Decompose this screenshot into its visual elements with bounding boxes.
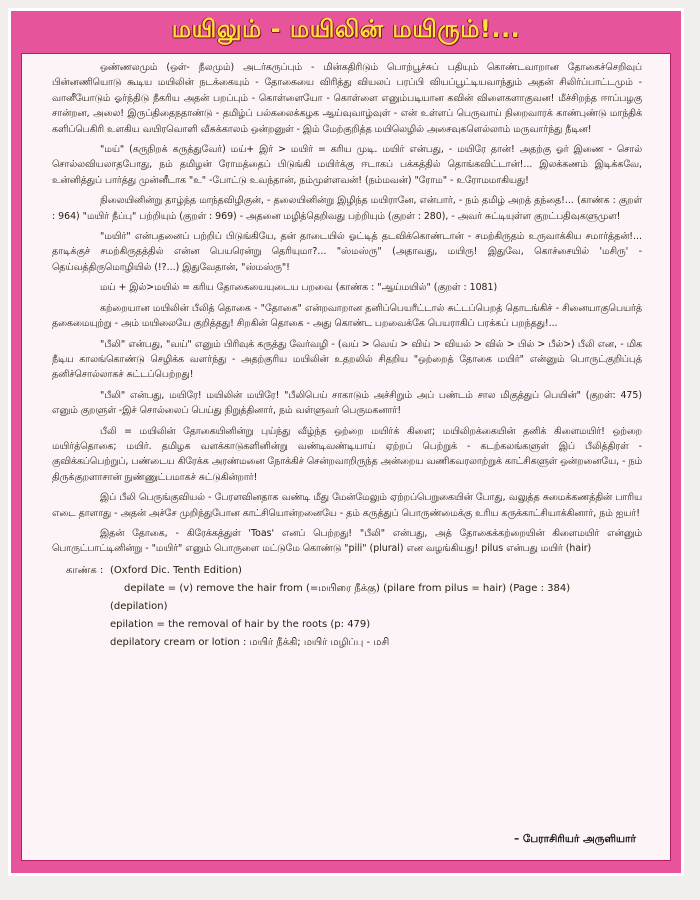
article-body	[52, 60, 642, 860]
reference-line: depilate = (v) remove the hair from (=மயிரை நீக்கு) (pilare from pilus = hair) (Page : 384)	[124, 582, 571, 594]
paragraph-1: ஒண்ணலமும் (ஒள்- நீலமும்) அடர்கருப்பும் - மின்கதிரிடும் பொற்பூச்சுப் பதியும் கொண்டவாறான தோகைச்செறிவுப் பின்னணியொடு கூடிய மயிலின் நடக்கையும் - தோகையை விரித்து வியலப் பரப்பி வியப்பூட்டியவாந்தும் அதன் சிலிர்ப்பாட்டமும் - வானீயோடும் ஓர்ந்திடு நீகரிய அதன் பறப்பும் - கொள்ளையோ - கொள்ளை எனும்படியான கவின் விளைகளாகுவன! மீச்சிறந்த ஈாப்பழகு சான்றன, அலை! இருப்திதைநதாண்டு - தமிழ்ப் பல்கலைக்கழக ஆய்வுவாழ்வுள் - என் உள்ளப் பெருவாய் நிறைவாரக் காண்புண்டு மாந்திக் களிப்பெகிரி உளகிய வயிரவொளி வீசுக்காலம் ஒன்றனுள் - இம் மேற்குறித்த மயிலெழில் அசைவுகளெல்லாம் மருவார்ந்து நீடின!	[52, 62, 642, 135]
paragraph-7: "பீலி" என்பது, "வய்" எனும் பிரிவுக் கருத்து வேர்வழி - (வய் > வெய் > விய் > வியல் > வில் > பில் > பீல்>) பீலி என, - மிக நீடிய காலங்கொண்டு செழிக்க வளர்ந்து - அதற்குரிய மயிலின் உதறலில் சிதறிய "ஒற்றைத் தோகை மயிர்" என்னும் பொருட்குறிப்புத் தனிச்சொல்லாகச் சுட்டப்பெற்றது!	[52, 338, 642, 381]
paragraph-10: இப் பீலி பெருங்குவியல் - பேரளவினதாக வண்டி மீது மேன்மேலும் ஏற்றப்பெறுகையின் போது, வலுத்த சுமைக்கணத்தின் பாரிய எடை தாளாது - அதன் அச்சே முறிந்துபோன காட்சியொன்றனையே - தம் கருத்துப் பொருண்மைக்கு உரிய கருக்காட்சியாக்கினார், நம் ஐயர்!	[52, 492, 642, 519]
reference-head	[52, 562, 642, 580]
dictionary-reference	[52, 562, 642, 652]
paragraph-6: கற்றையான மயிலின் பீலித் தொகை - "தோகை" என்றவாறான தனிப்பெயரீட்டால் சுட்டப்பெறத் தொடங்கிச் - சினையாகுபெயர்த் தகைமையுற்று - அம் மயிலையே குறித்தது! சிறகின் தொகை - அது கொண்ட பறவைக்கே பெயராகிப் பரக்கப் பறந்தது!...	[52, 302, 642, 330]
paragraph-11: இதன் தோகை, - கிரேக்கத்துள் 'Toas' எனப் பெற்றது! "பீலி" என்பது, அத் தோகைக்கற்றையின் கிளைமயிர் என்னும் பொருட்பாட்டினின்று - "மயிர்" எனும் பொருளை மட்டுமே கொண்டு "pili" (plural) என வழங்கியது! pilus என்பது மயிர் (hair)	[52, 527, 642, 555]
reference-line: (depilation)	[110, 600, 168, 612]
paragraph-3: நிலையினின்று தாழ்ந்த மாந்தவிழிகுன், - தலையினின்று இழிந்த மயிரானே, என்பார், - நம் தமிழ் அறத் தந்தை!... (காண்க : குறள் : 964) "மயிர் நீப்பு" பற்றியும் (குறள் : 969) - அதனை மழித்தெறிவது பற்றியும் (குறள் : 280), - அவர் சுட்டியுள்ள குறட்பதிவுகளுமுள!	[52, 195, 642, 222]
page-title: மயிலும் - மயிலின் மயிரும்!...	[171, 15, 521, 43]
paragraph-5: மய் + இல்>மயில் = கரிய தோகையையுடைய பறவை (காண்க : "ஆய்மயில்" (குறள் : 1081)	[100, 282, 498, 294]
paragraph-8: "பீலி" என்பது, மயிரே! மயிலின் மயிரே! "பீலிபெய் சாகாடும் அச்சிறும் அப் பண்டம் சால மிகுத்துப் பெயின்" (குறள்: 475) எனும் குறளுள் -இச் சொல்லைப் பெய்து நிறுத்தினார், நம் வள்ளுவர் பெருமகனார்!	[52, 389, 642, 417]
paragraph-9: பீலி = மயிலின் தோகையினின்று புய்ந்து வீழ்ந்த ஒற்றை மயிர்க் கிளை; மயிலிறக்கையின் தனிக் கிளைமயிர்! ஒற்றை மயிர்த்தொகை; மயிர். தமிழக வளக்காடுகளினின்று வண்டிவண்டியாய் ஏற்றப் பெற்றுக் - கடற்கலங்களுள் இப் பீலித்திரள் - குவிக்கப்பெற்றுப், பண்டைய கிரேக்க அரண்மனை நோக்கிச் சென்றவாறிருந்த அன்றைய வணிகவரலாற்றுக் காட்சிகளுள் ஒன்றனையே, - நம் திருக்குறளாசான் நுண்ணுட்பமாகச் சுட்டுகின்றார்!	[52, 425, 643, 483]
reference-source: (Oxford Dic. Tenth Edition)	[110, 564, 242, 576]
paragraph-2: "மய்" (கருநிறக் கருத்துவேர்) மய்+ இர் > மயிர் = கரிய முடி. மயிர் என்பது, - மயிரே தான்! அதற்கு ஓர் இணை - சொல் சொல்லவியலாதபோது, நம் தமிழன் ரோமத்தைப் பிடுங்கி மயிர்க்கு ஈடாகப் பக்கத்தில் தொங்கவிட்டான்!... இலக்கணம் இடிக்கவே, உன்னித்துப் பார்த்து முன்னீடாக "உ" -போட்டு உவந்தான், நம்முள்ளவன்! (நம்மவன்) "ரோம" - உரோமமாகியது!	[52, 144, 642, 186]
author-signature: – பேராசிரியர் அருளியார்	[514, 833, 636, 845]
reference-line: depilatory cream or lotion : மயிர் நீக்கி; மயிர் மழிப்பு - மசி	[110, 636, 390, 648]
article-panel	[21, 53, 671, 861]
page-frame	[8, 8, 684, 876]
reference-label: காண்க :	[66, 564, 104, 576]
reference-line: epilation = the removal of hair by the roots (p: 479)	[110, 618, 371, 630]
paragraph-4: "மயிர்" என்பதனைப் பற்றிப் பிடுங்கியே, தன் தாடையில் ஓட்டித் தடவிக்கொண்டான் - சமற்கிருதம் உருவாக்கிய சமார்த்தன்!... தாடிக்குச் சமற்கிருதத்தில் என்ன பெயரென்று தெரியுமா?... "ஸ்மஸ்ரு" (அதாவது, மயிரு! இதுவே, கொச்சையில் 'மசிரு' - தெய்வத்திருமொழியில் (!?...) இதுவேதான், "ஸ்மஸ்ரு"!	[52, 231, 642, 273]
